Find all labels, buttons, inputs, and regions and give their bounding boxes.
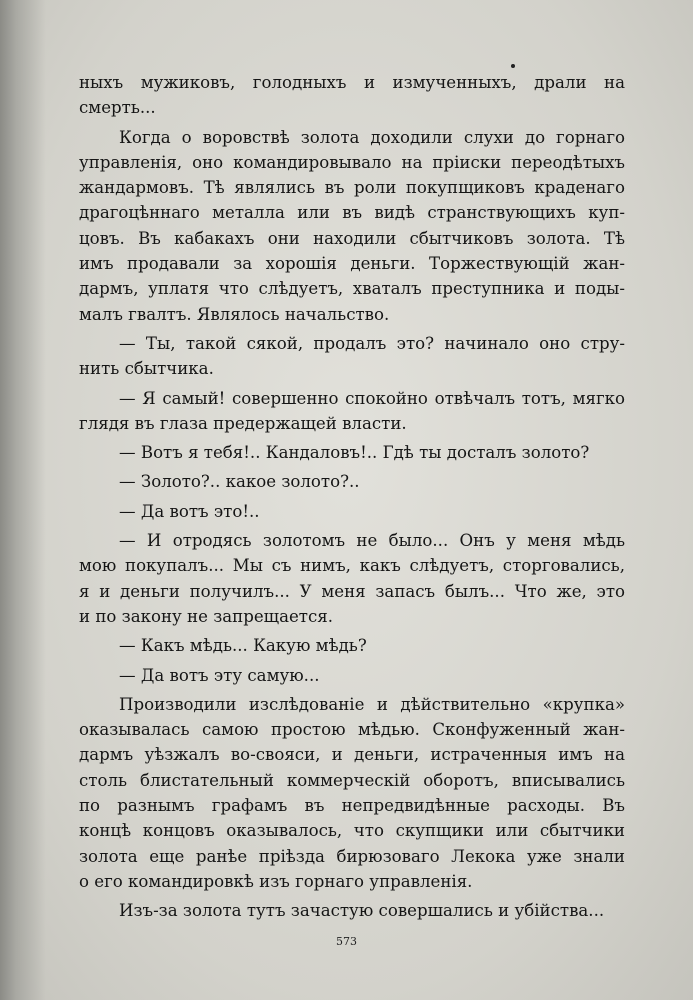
text-line: — Какъ мѣдь... Какую мѣдь? <box>119 636 367 656</box>
text-line: Производили изслѣдованіе и дѣйствительно «крупка» <box>119 694 625 714</box>
binding-shadow <box>0 0 46 1000</box>
text-line: Когда о воровствѣ золота доходили слухи до горнаго <box>119 127 625 147</box>
text-line: — И отродясь золотомъ не было... Онъ у меня мѣдь <box>119 531 625 551</box>
text-line: ныхъ мужиковъ, голодныхъ и измученныхъ, драли на <box>79 73 625 92</box>
text-line: имъ продавали за хорошія деньги. Торжествующій жан- <box>79 254 625 274</box>
text-line: управленія, оно командировывало на пріиски переодѣтыхъ <box>79 152 625 172</box>
text-line: мою покупалъ... Мы съ нимъ, какъ слѣдуетъ, сторговались, <box>79 556 625 576</box>
text-line: — Ты, такой сякой, продалъ это? начинало оно стру- <box>119 333 625 353</box>
text-line: — Золото?.. какое золото?.. <box>119 472 360 492</box>
text-line: малъ гвалтъ. Являлось начальство. <box>79 304 390 324</box>
text-line: о его командировкѣ изъ горнаго управленія. <box>79 871 473 891</box>
text-line: — Я самый! совершенно спокойно отвѣчалъ тотъ, мягко <box>119 388 625 408</box>
text-line: глядя въ глаза предержащей власти. <box>79 413 407 433</box>
text-line: золота еще ранѣе пріѣзда бирюзоваго Лекока уже знали <box>79 846 625 866</box>
text-line: и по закону не запрещается. <box>79 606 334 626</box>
text-line: — Вотъ я тебя!.. Кандаловъ!.. Гдѣ ты досталъ золото? <box>119 443 590 463</box>
text-line: нить сбытчика. <box>79 359 214 379</box>
text-line: — Да вотъ эту самую... <box>119 665 320 685</box>
text-line: смерть... <box>79 98 156 118</box>
text-line: Изъ-за золота тутъ зачастую совершались и убійства... <box>119 901 605 921</box>
text-line: цовъ. Въ кабакахъ они находили сбытчиковъ золота. Тѣ <box>79 228 625 248</box>
text-line: концѣ концовъ оказывалось, что скупщики или сбытчики <box>79 821 625 841</box>
ink-speck <box>511 64 515 68</box>
page-number: 573 <box>336 935 357 948</box>
body-text <box>79 70 625 924</box>
text-line: драгоцѣннаго металла или въ видѣ странствующихъ куп- <box>79 203 625 223</box>
text-line: дармъ, уплатя что слѣдуетъ, хваталъ преступника и поды- <box>79 279 625 299</box>
text-line: я и деньги получилъ... У меня запасъ былъ... Что же, это <box>79 581 625 601</box>
text-line: по разнымъ графамъ въ непредвидѣнные расходы. Въ <box>79 796 625 816</box>
text-line: оказывалась самою простою мѣдью. Сконфуженный жан- <box>79 720 625 740</box>
text-line: жандармовъ. Тѣ являлись въ роли покупщиковъ краденаго <box>79 178 625 198</box>
text-line: столь блистательный коммерческій оборотъ, вписывались <box>79 770 625 790</box>
text-line: дармъ уѣзжалъ во-свояси, и деньги, истраченныя имъ на <box>79 745 625 765</box>
text-line: — Да вотъ это!.. <box>119 501 260 521</box>
